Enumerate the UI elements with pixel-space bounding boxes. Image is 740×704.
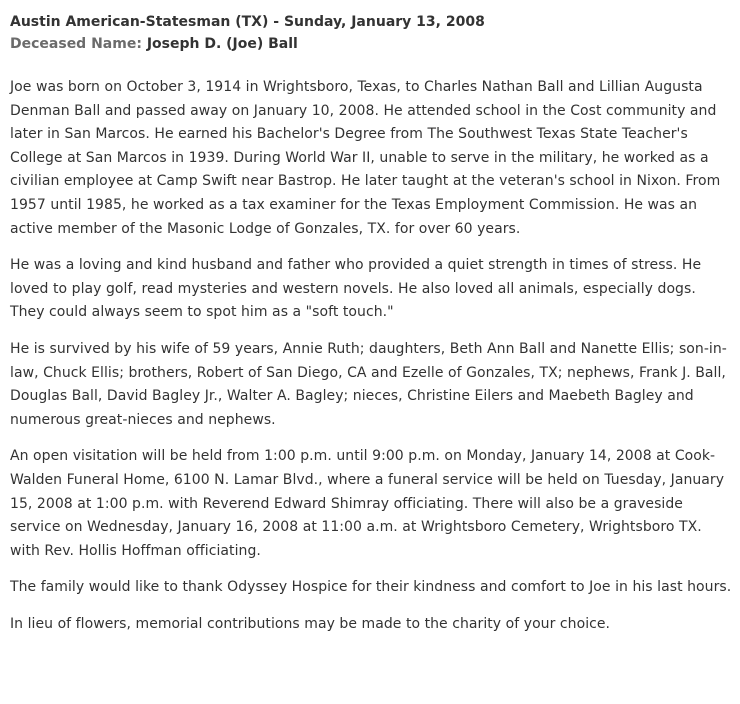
deceased-name: Joseph D. (Joe) Ball [146,36,298,52]
paragraph-thanks: The family would like to thank Odyssey Hospice for their kindness and comfort to Joe in his last hours. [10,579,732,596]
paragraph-character: He was a loving and kind husband and father who provided a quiet strength in times of stress. He loved to play golf, read mysteries and western novels. He also loved all animals, especially dogs. They could always seem to spot him as a "soft touch." [10,257,702,321]
paragraph-services: An open visitation will be held from 1:00 p.m. until 9:00 p.m. on Monday, January 14, 2008 at Cook-Walden Funeral Home, 6100 N. Lamar Blvd., where a funeral service will be held on Tuesday, January 15, 2008 at 1:00 p.m. with Reverend Edward Shimray officiating. There will also be a graveside service on Wednesday, January 16, 2008 at 11:00 a.m. at Wrightsboro Cemetery, Wrightsboro TX. with Rev. Hollis Hoffman officiating. [10,448,725,559]
paragraph-survivors: He is survived by his wife of 59 years, Annie Ruth; daughters, Beth Ann Ball and Nanette Ellis; son-in-law, Chuck Ellis; brothers, Robert of San Diego, CA and Ezelle of Gonzales, TX; nephews, Frank J. Ball, Douglas Ball, David Bagley Jr., Walter A. Bagley; nieces, Christine Eilers and Maebeth Bagley and numerous great-nieces and nephews. [10,340,727,428]
publication-date: Sunday, January 13, 2008 [283,14,485,30]
publication-header [10,12,732,32]
obituary-body [10,76,732,636]
deceased-name-label: Deceased Name: [10,36,142,52]
paragraph-memorial: In lieu of flowers, memorial contributions may be made to the charity of your choice. [10,615,611,632]
publication-name: Austin American-Statesman (TX) [10,14,269,30]
obituary-container [10,12,732,649]
header-separator: - [268,14,284,30]
paragraph-biography: Joe was born on October 3, 1914 in Wrightsboro, Texas, to Charles Nathan Ball and Lillian Augusta Denman Ball and passed away on January 10, 2008. He attended school in the Cost community and later in San Marcos. He earned his Bachelor's Degree from The Southwest Texas State Teacher's College at San Marcos in 1939. During World War II, unable to serve in the military, he worked as a civilian employee at Camp Swift near Bastrop. He later taught at the veteran's school in Nixon. From 1957 until 1985, he worked as a tax examiner for the Texas Employment Commission. He was an active member of the Masonic Lodge of Gonzales, TX. for over 60 years. [10,79,721,237]
deceased-name-line [10,34,732,54]
